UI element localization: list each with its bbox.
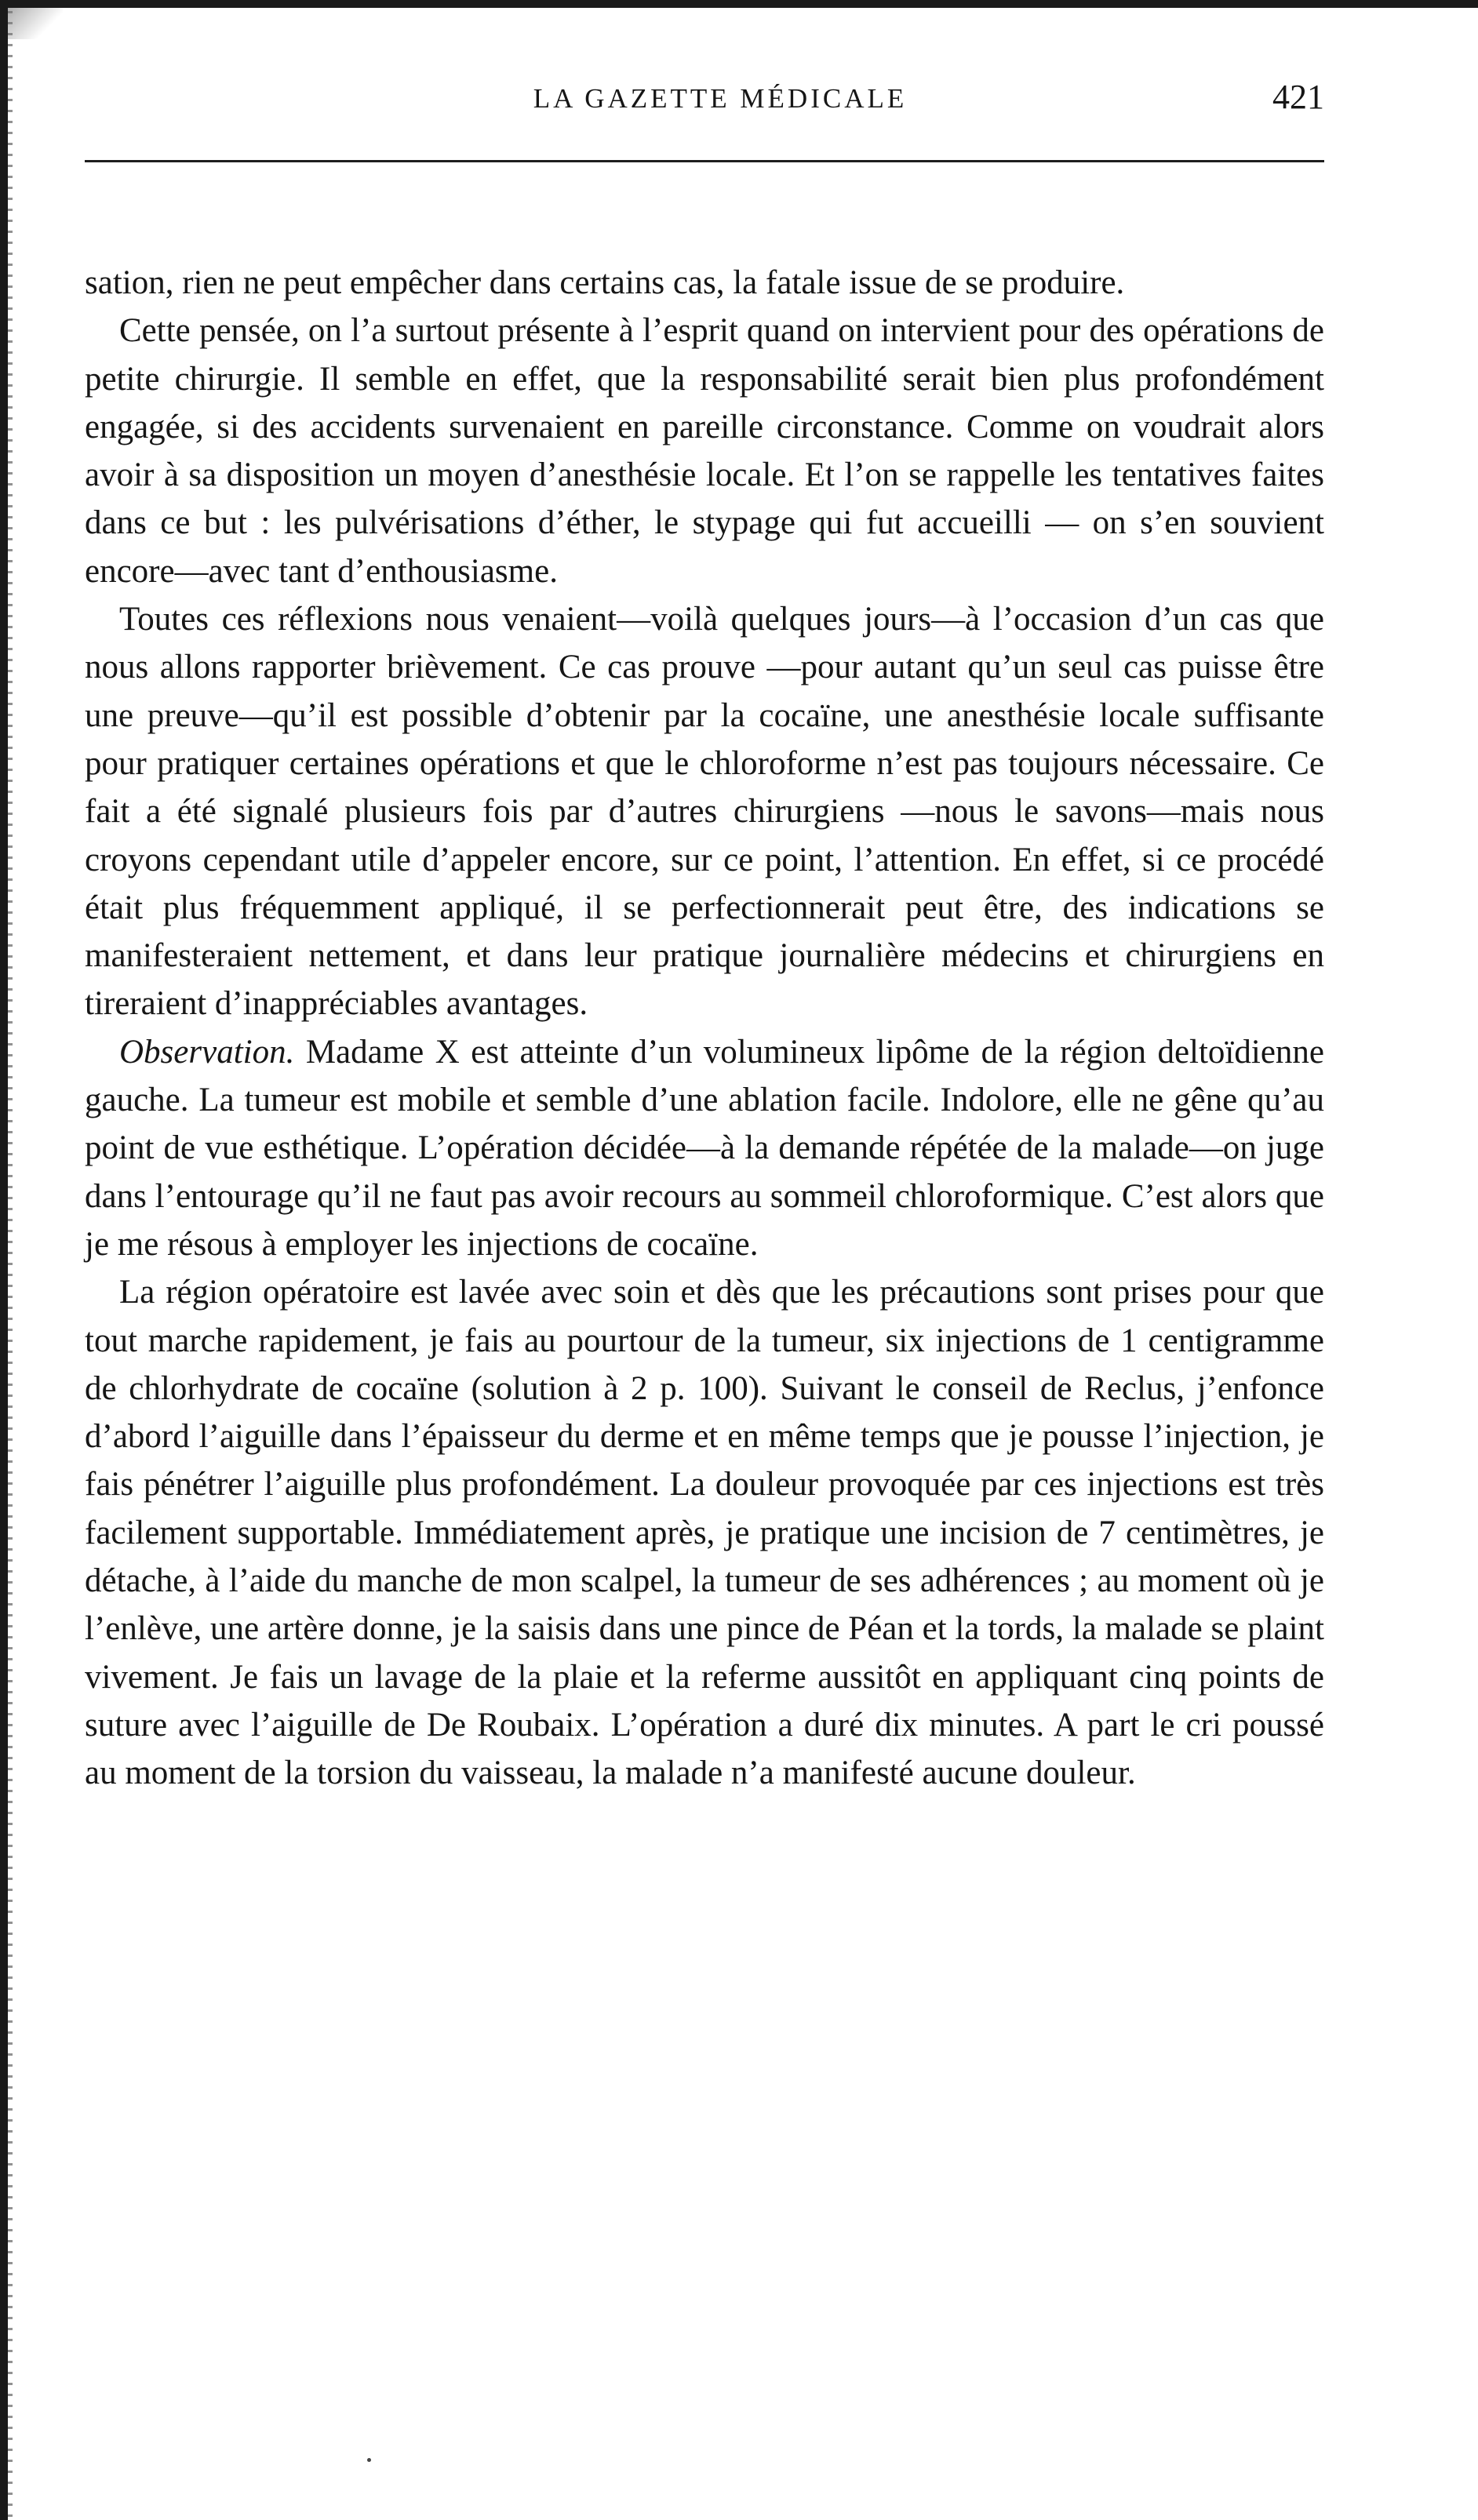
paragraph-text: sation, rien ne peut empêcher dans certains cas, la fatale issue de se produire.: [85, 264, 1125, 301]
paragraph-text: La région opératoire est lavée avec soin et dès que les précautions sont prises pour que tout marche rapidement, je fais au pourtour de la tumeur, six injections de 1 centigramme de chlorhydrate de cocaïne (solution à 2 p. 100). Suivant le conseil de Reclus, j’enfonce d’abord l’aiguille dans l’épaisseur du derme et en même temps que je pousse l’injection, je fais pénétrer l’aiguille plus profondément. La douleur provoquée par ces injections est très facilement supportable. Immédiatement après, je pratique une incision de 7 centimètres, je détache, à l’aide du manche de mon scalpel, la tumeur de ses adhérences ; au moment où je l’enlève, une artère donne, je la saisis dans une pince de Péan et la tords, la malade se plaint vivement. Je fais un lavage de la plaie et la referme aussitôt en appliquant cinq points de suture avec l’aiguille de De Roubaix. L’opération a duré dix minutes. A part le cri poussé au moment de la torsion du vaisseau, la malade n’a manifesté aucune douleur.: [85, 1274, 1324, 1792]
paragraph: [85, 595, 1324, 1028]
observation-paragraph: [85, 1028, 1324, 1268]
document-page: [85, 66, 1324, 1798]
page-number: 421: [1272, 78, 1324, 116]
observation-label: Observation.: [119, 1033, 295, 1071]
scan-speck: [367, 2458, 371, 2462]
paragraph-text: Toutes ces réflexions nous venaient—voilà quelques jours—à l’occasion d’un cas que nous allons rapporter brièvement. Ce cas prouve —pour autant qu’un seul cas puisse être une preuve—qu’il est possible d’obtenir par la cocaïne, une anesthésie locale suffisante pour pratiquer certaines opérations et que le chloroforme n’est pas toujours nécessaire. Ce fait a été signalé plusieurs fois par d’autres chirurgiens —nous le savons—mais nous croyons cependant utile d’appeler encore, sur ce point, l’attention. En effet, si ce procédé était plus fréquemment appliqué, il se perfectionnerait peut être, des indications se manifesteraient nettement, et dans leur pratique journalière médecins et chirurgiens en tireraient d’inappréciables avantages.: [85, 601, 1324, 1023]
scan-binding-edge: [0, 0, 8, 2520]
scan-corner-shadow: [8, 8, 63, 39]
running-header: [85, 66, 1324, 144]
paragraph-text: Madame X est atteinte d’un volumineux lipôme de la région deltoïdienne gauche. La tumeur est mobile et semble d’une ablation facile. Indolore, elle ne gêne qu’au point de vue esthétique. L’opération décidée—à la demande répétée de la malade—on juge dans l’entourage qu’il ne faut pas avoir recours au sommeil chloroformique. C’est alors que je me résous à employer les injections de cocaïne.: [85, 1033, 1324, 1263]
article-body: [85, 259, 1324, 1798]
paragraph-text: Cette pensée, on l’a surtout présente à l’esprit quand on intervient pour des opérations de petite chirurgie. Il semble en effet, que la responsabilité serait bien plus profondément engagée, si des accidents survenaient en pareille circonstance. Comme on voudrait alors avoir à sa disposition un moyen d’anesthésie locale. Et l’on se rappelle les tentatives faites dans ce but : les pulvérisations d’éther, le stypage qui fut accueilli — on s’en souvient encore—avec tant d’enthousiasme.: [85, 312, 1324, 590]
paragraph-continuation: [85, 259, 1324, 307]
journal-title: LA GAZETTE MÉDICALE: [533, 83, 908, 114]
scan-top-edge: [0, 0, 1478, 8]
header-rule: [85, 160, 1324, 162]
paragraph: [85, 1268, 1324, 1797]
paragraph: [85, 307, 1324, 595]
scan-edge-artifact: [8, 0, 13, 2520]
